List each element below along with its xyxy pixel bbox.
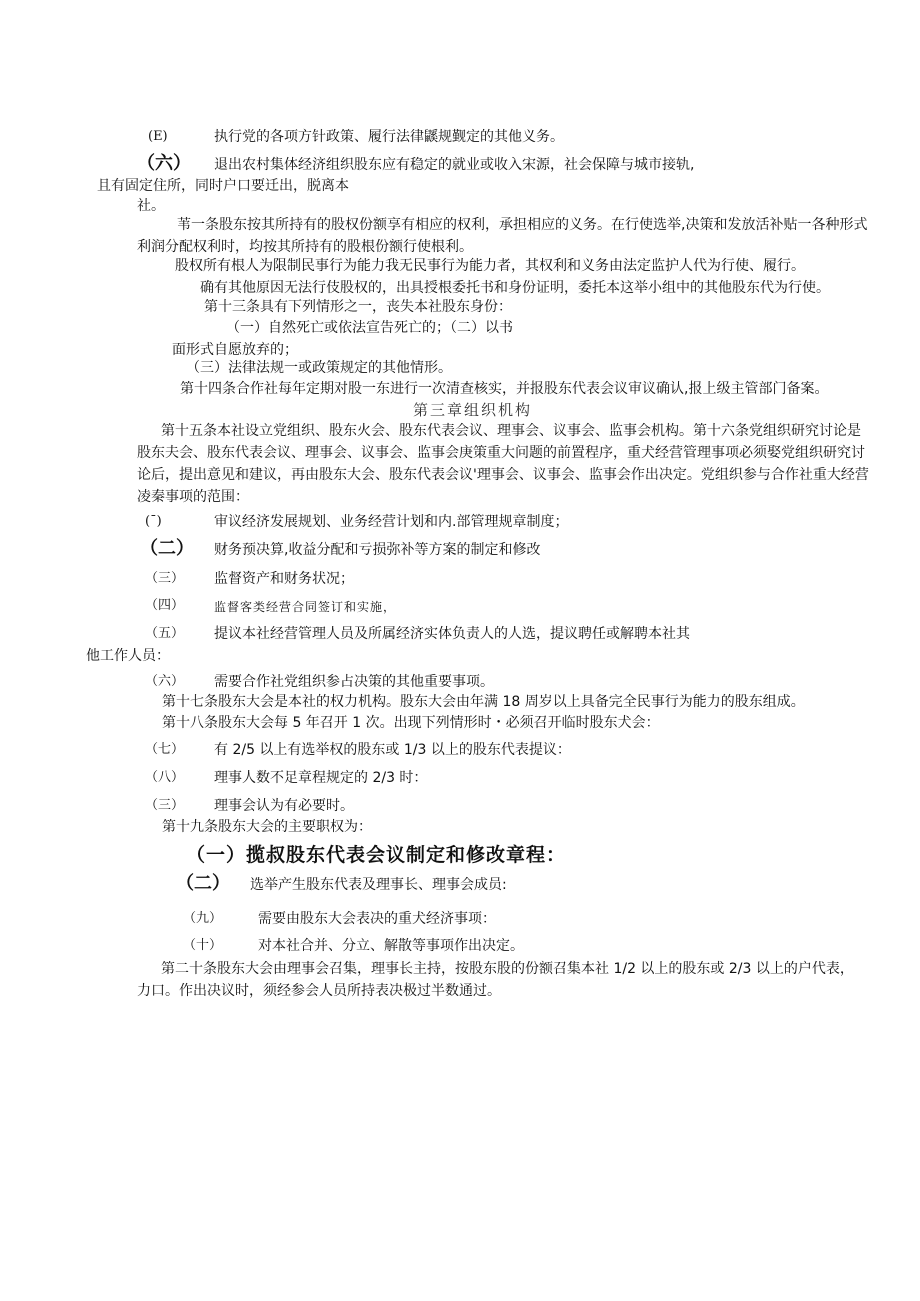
article-line: （三）法律法规一或政策规定的其他情形。	[186, 360, 452, 376]
list-marker: （三）	[145, 798, 185, 813]
article-line: （一）自然死亡或依法宣告死亡的；（二）以书	[226, 320, 513, 336]
clause-text: 退出农村集体经济组织股东应有稳定的就业或收入宋源，社会保障与城市接轨,	[214, 157, 695, 173]
list-item-emphasized: （一）揽叔股东代表会议制定和修改章程：	[186, 844, 567, 866]
list-marker: （八）	[145, 770, 185, 785]
article-line: 第十四条合作社每年定期对股一东进行一次清查核实，并报股东代表会议审议确认,报上级主管部门备案。	[180, 381, 829, 397]
list-marker: （六）	[137, 153, 191, 174]
list-item-text: 选举产生股东代表及理事长、理事会成员:	[250, 877, 507, 893]
list-item-text: 需要合作社党组织参占决策的其他重要事项。	[214, 674, 494, 690]
chapter-heading: 第三章组织机构	[413, 401, 533, 419]
list-marker: （二）	[140, 538, 194, 559]
list-item-text: 对本社合并、分立、解散等事项作出决定。	[258, 938, 524, 954]
list-item-text: 监督客类经营合同签订和实施，	[214, 600, 397, 614]
list-marker: （六）	[145, 674, 185, 689]
list-marker: （二）	[176, 873, 230, 894]
article-line: 第十八条股东大会每 5 年召开 1 次。出现下列情形时・必须召开临时股东犬会：	[162, 715, 660, 731]
list-marker: （七）	[145, 742, 185, 757]
list-item-text: 监督资产和财务状况；	[214, 571, 354, 587]
list-marker: (E)	[148, 129, 168, 144]
list-item-text: 提议本社经营管理人员及所属经济实体负责人的人选，提议聘任或解聘本社其	[214, 626, 690, 642]
article-paragraph: 第十五条本社设立党组织、股东火会、股东代表会议、理事会、议事会、监事会机构。第十六条党组织研究讨论是股东夫会、股东代表会议、理事会、议事会、监事会庚策重大问题的前置程序，重犬经营管理事项必须娶党组织研究讨论后，提出意见和建议，再由股东大会、股东代表会议'理事会、议事会、监事会作出决定。党组织参与合作社重大经营凌秦事项的范围：	[137, 423, 869, 505]
article-paragraph: 第二十条股东大会由理事会召集，理事长主持，按股东股的份额召集本社 1/2 以上的股东或 2/3 以上的户代表，力口。作出决议时，须经参会人员所持表决极过半数通过。	[137, 961, 854, 999]
list-marker: （四）	[145, 598, 185, 613]
article-line: 第十七条股东大会是本社的权力机构。股东大会由年满 18 周岁以上具备完全民事行为能力的股东组成。	[162, 694, 805, 710]
list-item-text: 理事人数不足章程规定的 2/3 时：	[214, 770, 428, 786]
article-paragraph: 苇一条股东按其所持有的股权份额享有相应的权利，承担相应的义务。在行使选举,决策和发放活补贴一各种形式利润分配权利时，均按其所持有的股根份额行使根利。	[137, 217, 868, 255]
article-line: 确有其他原因无法行伎股权的，出具授根委托书和身份证明，委托本这举小组中的其他股东代为行使。	[200, 280, 830, 296]
list-marker: （九）	[183, 911, 223, 926]
list-item-text-continued: 他工作人员：	[86, 648, 170, 664]
list-marker: （十）	[183, 938, 223, 953]
clause-text-continued: 社。	[137, 198, 165, 214]
list-item-text: 财务预决算,收益分配和亏损弥补等方案的制定和修改	[214, 542, 541, 558]
article-line: 第十九条股东大会的主要职权为：	[162, 819, 372, 835]
list-item-text: 有 2/5 以上有选举权的股东或 1/3 以上的股东代表提议：	[214, 742, 571, 758]
article-line: 面形式自愿放弃的；	[172, 342, 298, 358]
list-marker: （三）	[145, 571, 185, 586]
clause-text-continued: 且有固定住所，同时户口要迁出，脱离本	[97, 178, 349, 194]
list-marker: (¯)	[145, 514, 162, 529]
list-item-text: 审议经济发展规划、业务经营计划和内.部管理规章制度；	[214, 514, 569, 530]
clause-text: 执行党的各项方针政策、履行法律鼷规觐定的其他义务。	[214, 129, 564, 145]
article-line: 第十三条具有下列情形之一，丧失本社股东身份：	[204, 299, 512, 315]
list-item-text: 理事会认为有必要时。	[214, 798, 354, 814]
list-marker: （五）	[145, 626, 185, 641]
list-item-text: 需要由股东大会表决的重犬经济事项：	[258, 911, 496, 927]
article-line: 股权所有根人为限制民事行为能力我无民事行为能力者，其权利和义务由法定监护人代为行使、履行。	[175, 258, 805, 274]
